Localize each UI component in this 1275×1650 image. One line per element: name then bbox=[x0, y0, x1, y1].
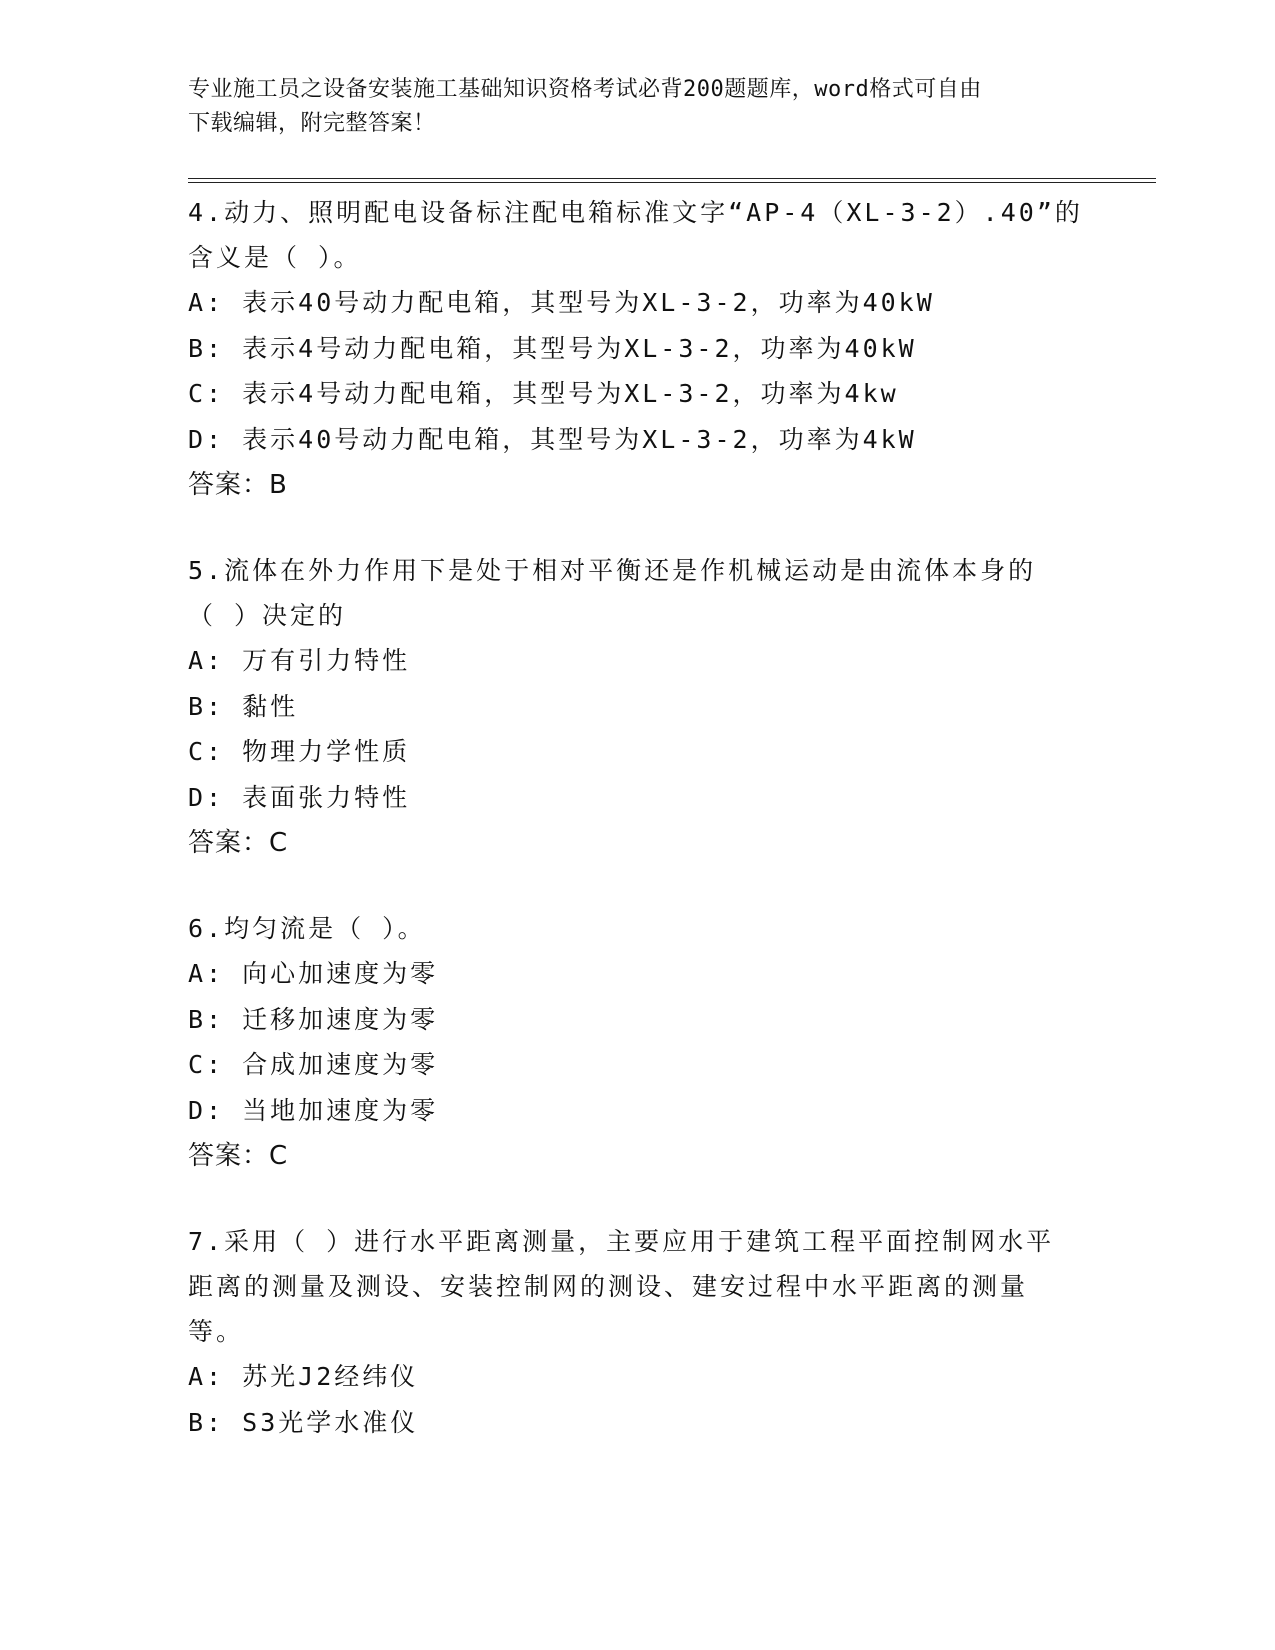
option-d: D: 表面张力特性 bbox=[188, 782, 411, 812]
option-d: D: 当地加速度为零 bbox=[188, 1095, 439, 1125]
question-list bbox=[188, 190, 1088, 1485]
option-a: A: 苏光J2经纬仪 bbox=[188, 1362, 419, 1391]
option-a: A: 表示40号动力配电箱，其型号为XL-3-2，功率为40kW bbox=[188, 288, 935, 317]
question-6 bbox=[188, 906, 1088, 1179]
question-stem: 含义是（ ）。 bbox=[188, 243, 362, 272]
question-stem: 7.采用（ ）进行水平距离测量，主要应用于建筑工程平面控制网水平 bbox=[188, 1227, 1055, 1256]
answer-line: 答案：C bbox=[188, 1141, 289, 1171]
question-stem: 6.均匀流是（ ）。 bbox=[188, 914, 426, 943]
option-d: D: 表示40号动力配电箱，其型号为XL-3-2，功率为4kW bbox=[188, 424, 917, 454]
option-b: B: 迁移加速度为零 bbox=[188, 1004, 439, 1034]
header-divider bbox=[188, 178, 1156, 183]
answer-line: 答案：C bbox=[188, 828, 289, 858]
option-c: C: 合成加速度为零 bbox=[188, 1050, 439, 1079]
option-c: C: 物理力学性质 bbox=[188, 737, 411, 766]
option-b: B: 黏性 bbox=[188, 691, 299, 721]
question-7 bbox=[188, 1219, 1088, 1445]
question-stem: 等。 bbox=[188, 1317, 245, 1346]
option-b: B: 表示4号动力配电箱，其型号为XL-3-2，功率为40kW bbox=[188, 333, 917, 363]
document-header bbox=[188, 73, 1088, 141]
option-a: A: 万有引力特性 bbox=[188, 646, 411, 675]
question-stem: 5.流体在外力作用下是处于相对平衡还是作机械运动是由流体本身的 bbox=[188, 556, 1037, 585]
question-stem: 4.动力、照明配电设备标注配电箱标准文字“AP-4（XL-3-2）.40”的 bbox=[188, 198, 1083, 227]
question-stem: （ ）决定的 bbox=[188, 601, 347, 630]
question-stem: 距离的测量及测设、安装控制网的测设、建安过程中水平距离的测量 bbox=[188, 1272, 1029, 1301]
question-5 bbox=[188, 548, 1088, 866]
header-line-1: 专业施工员之设备安装施工基础知识资格考试必背200题题库，word格式可自由 bbox=[188, 77, 982, 102]
option-c: C: 表示4号动力配电箱，其型号为XL-3-2，功率为4kw bbox=[188, 379, 899, 408]
option-a: A: 向心加速度为零 bbox=[188, 959, 439, 988]
header-line-2: 下载编辑，附完整答案！ bbox=[188, 111, 436, 136]
option-b: B: S3光学水准仪 bbox=[188, 1407, 419, 1437]
question-4 bbox=[188, 190, 1088, 508]
answer-line: 答案：B bbox=[188, 470, 288, 500]
